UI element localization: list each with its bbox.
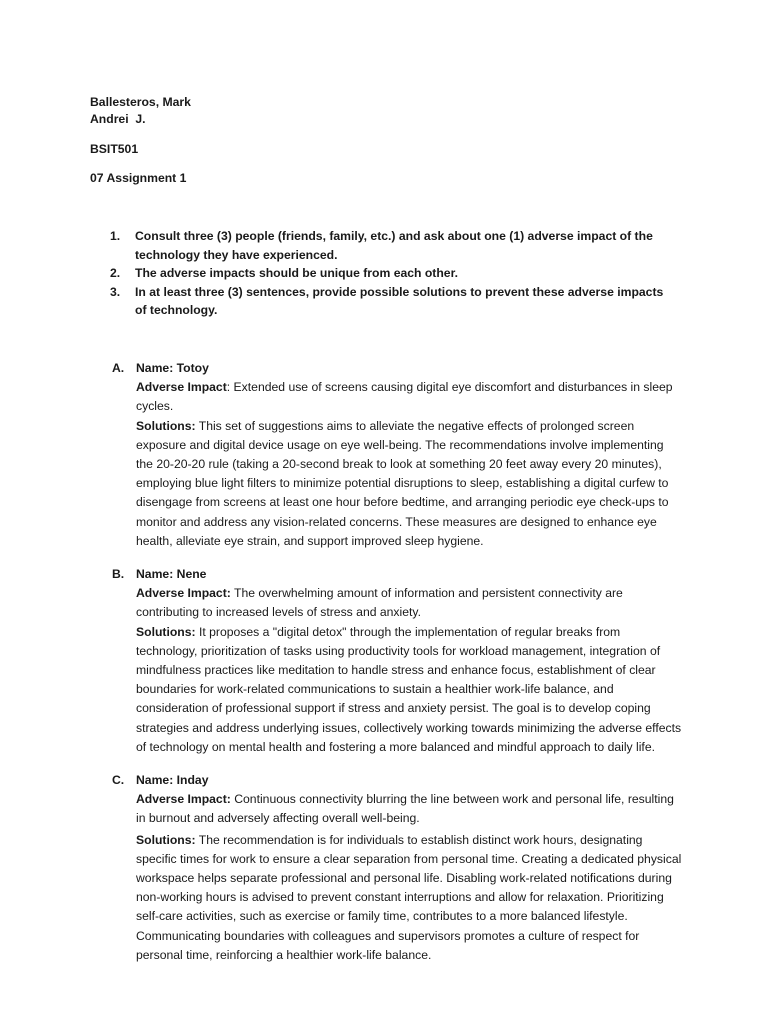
- respondent-name: Name: Totoy: [136, 361, 209, 375]
- solutions-text: It proposes a "digital detox" through the implementation of regular breaks from technology, prioritization of tasks using productivity tools for workload management, integration of mindfulness practices like meditation to handle stress and enhance focus, establishment of clear boundaries for work-related communications to sustain a healthier work-life balance, and consideration of professional support if stress and anxiety persist. The goal is to develop coping strategies and address underlying issues, collectively working towards minimizing the adverse effects of technology on mental health and fostering a more balanced and mindful approach to daily life.: [136, 624, 682, 754]
- instruction-text: In at least three (3) sentences, provide possible solutions to prevent these adverse impacts of technology.: [135, 284, 664, 317]
- section-letter: C.: [112, 773, 125, 787]
- instruction-text: The adverse impacts should be unique from each other.: [135, 266, 459, 280]
- adverse-impact-label: Adverse Impact:: [136, 792, 231, 807]
- response-section-a: [112, 359, 682, 551]
- adverse-impact-text: : Extended use of screens causing digital eye discomfort and disturbances in sleep cycles.: [136, 380, 673, 414]
- section-letter: B.: [112, 567, 125, 581]
- adverse-impact-paragraph: [136, 378, 682, 416]
- instruction-number: 2.: [110, 266, 121, 280]
- solutions-label: Solutions:: [136, 418, 196, 433]
- author-name-line1: Ballesteros, Mark: [90, 95, 191, 109]
- assignment-title: 07 Assignment 1: [90, 171, 187, 185]
- section-letter: A.: [112, 361, 125, 375]
- instruction-item: [110, 283, 670, 320]
- instruction-list: [110, 227, 670, 320]
- adverse-impact-text: Continuous connectivity blurring the line between work and personal life, resulting in burnout and adversely affecting overall well-being.: [136, 792, 674, 826]
- solutions-label: Solutions:: [136, 832, 196, 847]
- adverse-impact-text: The overwhelming amount of information and persistent connectivity are contributing to increased levels of stress and anxiety.: [136, 586, 623, 620]
- adverse-impact-paragraph: [136, 584, 682, 622]
- respondent-name: Name: Nene: [136, 567, 207, 581]
- instruction-number: 1.: [110, 229, 121, 243]
- solutions-paragraph: [136, 831, 682, 965]
- adverse-impact-paragraph: [136, 790, 682, 828]
- solutions-label: Solutions:: [136, 624, 196, 639]
- instruction-text: Consult three (3) people (friends, family, etc.) and ask about one (1) adverse impact of the technology they have experienced.: [135, 229, 653, 262]
- response-section-b: [112, 565, 682, 757]
- response-section-c: [112, 771, 682, 965]
- instruction-item: [110, 227, 670, 264]
- solutions-text: This set of suggestions aims to alleviate the negative effects of prolonged screen exposure and digital device usage on eye well-being. The recommendations involve implementing the 20-20-20 rule (taking a 20-second break to look at something 20 feet away every 20 minutes), employing blue light filters to minimize potential disruptions to sleep, establishing a digital curfew to disengage from screens at least one hour before bedtime, and arranging periodic eye check-ups to monitor and address any vision-related concerns. These measures are designed to enhance eye health, alleviate eye strain, and support improved sleep hygiene.: [136, 418, 669, 548]
- author-name-line2: Andrei J.: [90, 112, 146, 126]
- instruction-item: [110, 264, 670, 283]
- solutions-paragraph: [136, 417, 682, 551]
- solutions-paragraph: [136, 623, 682, 757]
- course-code: BSIT501: [90, 142, 139, 156]
- instruction-number: 3.: [110, 284, 121, 299]
- solutions-text: The recommendation is for individuals to establish distinct work hours, designating specific times for work to ensure a clear separation from personal time. Creating a dedicated physical workspace helps separate professional and personal life. Disabling work-related notifications during non-working hours is advised to prevent constant interruptions and allow for relaxation. Prioritizing self-care activities, such as exercise or family time, contributes to a more balanced lifestyle. Communicating boundaries with colleagues and supervisors promotes a culture of respect for personal time, reinforcing a healthier work-life balance.: [136, 832, 682, 962]
- adverse-impact-label: Adverse Impact:: [136, 586, 231, 601]
- respondent-name: Name: Inday: [136, 773, 209, 787]
- adverse-impact-label: Adverse Impact: [136, 380, 227, 395]
